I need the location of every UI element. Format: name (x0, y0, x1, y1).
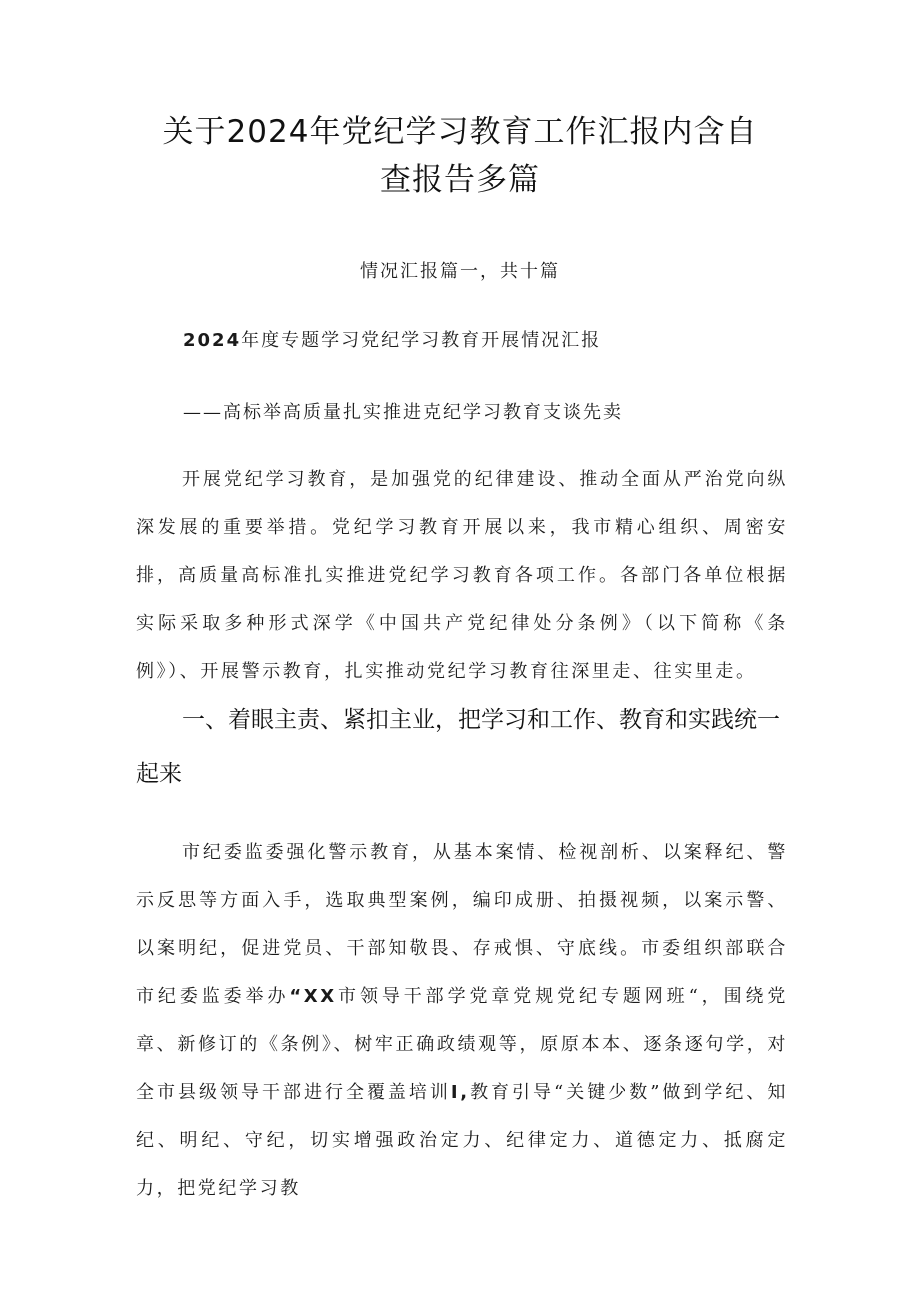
document-title (100, 108, 820, 204)
report-title (183, 328, 601, 354)
section-heading-1: 一、着眼主责、紧扣主业，把学习和工作、教育和实践统一起来 (136, 707, 780, 787)
title-line-1: 关于2024年党纪学习教育工作汇报内含自 (162, 114, 758, 150)
paragraph-section-1 (136, 829, 788, 1213)
section-label: 情况汇报篇一，共十篇 (360, 261, 560, 282)
paragraph-bold-marker: I, (450, 1082, 470, 1103)
report-subtitle: ——高标举高质量扎实推进克纪学习教育支谈先卖 (183, 402, 623, 423)
paragraph-text-part-1: 市纪委监委强化警示教育，从基本案情、检视剖析、以案释纪、警示反思等方面入手，选取典型案例，编印成册、拍摄视频，以案示警、以案明纪，促进党员、干部知敬畏、存戒惧、守底线。市委组织部联合市纪委监委举办 (136, 842, 788, 1007)
paragraph-bold-xx: “XX (289, 986, 337, 1007)
title-line-2: 查报告多篇 (380, 162, 540, 198)
paragraph-text-part-2: 市领导干部学党章党规党纪专题网班“，围绕党章、新修订的《条例》、树牢正确政绩观等，原原本本、逐条逐句学，对全市县级领导干部进行全覆盖培训 (136, 986, 788, 1103)
report-title-text: 年度专题学习党纪学习教育开展情况汇报 (241, 330, 602, 351)
report-title-year: 2024 (183, 330, 242, 351)
paragraph-text-part-3: 教育引导“关键少数”做到学纪、知纪、明纪、守纪，切实增强政治定力、纪律定力、道德定力、抵腐定力，把党纪学习教 (136, 1082, 788, 1199)
paragraph-intro: 开展党纪学习教育，是加强党的纪律建设、推动全面从严治党向纵深发展的重要举措。党纪学习教育开展以来，我市精心组织、周密安排，高质量高标准扎实推进党纪学习教育各项工作。各部门各单位根据实际采取多种形式深学《中国共产党纪律处分条例》（以下简称《条例》）、开展警示教育，扎实推动党纪学习教育往深里走、往实里走。 (136, 469, 788, 682)
